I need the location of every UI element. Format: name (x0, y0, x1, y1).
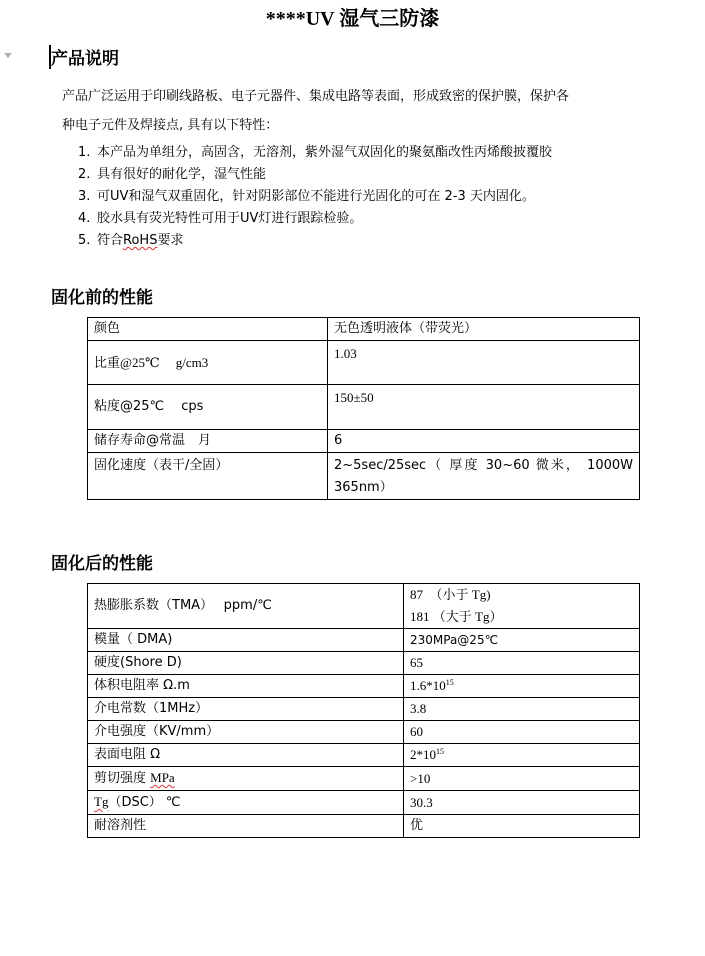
value-cell: 优 (404, 815, 640, 838)
property-cell: 固化速度（表干/全固） (88, 453, 328, 500)
list-item (78, 142, 552, 164)
value-base: 1.6*10 (410, 678, 446, 693)
value-cell: 3.8 (404, 698, 640, 721)
list-number: 5. (78, 233, 91, 248)
property-cell: 粘度@25℃ cps (88, 385, 328, 430)
property-cell: 热膨胀系数（TMA） ppm/℃ (88, 584, 404, 629)
property-cell: 储存寿命@常温 月 (88, 430, 328, 453)
value-cell: 无色透明液体（带荧光） (328, 318, 640, 341)
value-cell: 230MPa@25℃ (404, 629, 640, 652)
list-item (78, 208, 552, 230)
value-cell: 1.03 (328, 341, 640, 385)
table-row (88, 652, 640, 675)
heading-post-cure-properties: 固化后的性能 (51, 554, 153, 574)
table-row (88, 453, 640, 500)
property-cell: 耐溶剂性 (88, 815, 404, 838)
property-cell: 表面电阻 Ω (88, 744, 404, 767)
value-exponent: 15 (445, 678, 454, 687)
value-exponent: 15 (436, 747, 444, 756)
list-number: 4. (78, 211, 91, 226)
pre-cure-properties-table (87, 317, 640, 500)
list-item (78, 186, 552, 208)
property-text: （DSC） ℃ (108, 795, 181, 810)
heading-pre-cure-properties: 固化前的性能 (51, 288, 153, 308)
value-cell: >10 (404, 767, 640, 791)
list-text: 要求 (157, 233, 184, 248)
list-text: 具有很好的耐化学，湿气性能 (97, 167, 267, 182)
table-row (88, 698, 640, 721)
value-cell (404, 744, 640, 767)
value-line: 87 （小于 Tg) (410, 587, 491, 602)
document-title: ****UV 湿气三防漆 (265, 8, 440, 30)
collapse-heading-icon[interactable] (4, 53, 12, 58)
table-row (88, 385, 640, 430)
value-cell: 2~5sec/25sec（ 厚度 30~60 微米， 1000W 365nm） (328, 453, 640, 500)
table-row (88, 767, 640, 791)
value-cell: 6 (328, 430, 640, 453)
value-cell: 30.3 (404, 791, 640, 815)
property-cell: 介电常数（1MHz） (88, 698, 404, 721)
intro-paragraph-line-2: 种电子元件及焊接点, 具有以下特性： (62, 118, 279, 133)
list-number: 1. (78, 145, 91, 160)
list-number: 3. (78, 189, 91, 204)
list-item (78, 164, 552, 186)
value-line: 181 （大于 Tg） (410, 609, 503, 624)
spellcheck-flagged-word[interactable]: MPa (150, 770, 175, 785)
property-text: 剪切强度 (94, 771, 151, 786)
table-row (88, 341, 640, 385)
property-cell: 硬度(Shore D) (88, 652, 404, 675)
property-cell: 模量（ DMA) (88, 629, 404, 652)
intro-paragraph (62, 82, 642, 140)
table-row (88, 629, 640, 652)
value-cell (404, 675, 640, 698)
table-row (88, 791, 640, 815)
list-item (78, 230, 552, 252)
intro-paragraph-line-1: 产品广泛运用于印刷线路板、电子元器件、集成电路等表面，形成致密的保护膜，保护各 (62, 89, 570, 104)
list-text: 胶水具有荧光特性可用于UV灯进行跟踪检验。 (97, 211, 363, 226)
property-cell (88, 791, 404, 815)
value-cell: 150±50 (328, 385, 640, 430)
property-cell: 颜色 (88, 318, 328, 341)
table-row (88, 675, 640, 698)
table-row (88, 318, 640, 341)
value-cell (404, 584, 640, 629)
table-row (88, 815, 640, 838)
feature-list (78, 142, 552, 252)
value-base: 2*10 (410, 747, 436, 762)
post-cure-properties-table (87, 583, 640, 838)
spellcheck-flagged-word[interactable]: Tg (94, 794, 109, 809)
spellcheck-flagged-word[interactable]: RoHS (123, 233, 158, 248)
table-row (88, 430, 640, 453)
table-row (88, 584, 640, 629)
list-text: 可UV和湿气双重固化，针对阴影部位不能进行光固化的可在 2-3 天内固化。 (97, 189, 535, 204)
property-cell: 体积电阻率 Ω.m (88, 675, 404, 698)
property-cell: 比重@25℃ g/cm3 (88, 341, 328, 385)
list-number: 2. (78, 167, 91, 182)
list-text: 本产品为单组分，高固含，无溶剂，紫外湿气双固化的聚氨酯改性丙烯酸披覆胶 (97, 145, 553, 160)
list-text: 符合 (97, 233, 124, 248)
table-row (88, 721, 640, 744)
heading-product-description: 产品说明 (51, 49, 119, 69)
property-cell (88, 767, 404, 791)
value-cell: 65 (404, 652, 640, 675)
table-row (88, 744, 640, 767)
value-cell: 60 (404, 721, 640, 744)
property-cell: 介电强度（KV/mm） (88, 721, 404, 744)
